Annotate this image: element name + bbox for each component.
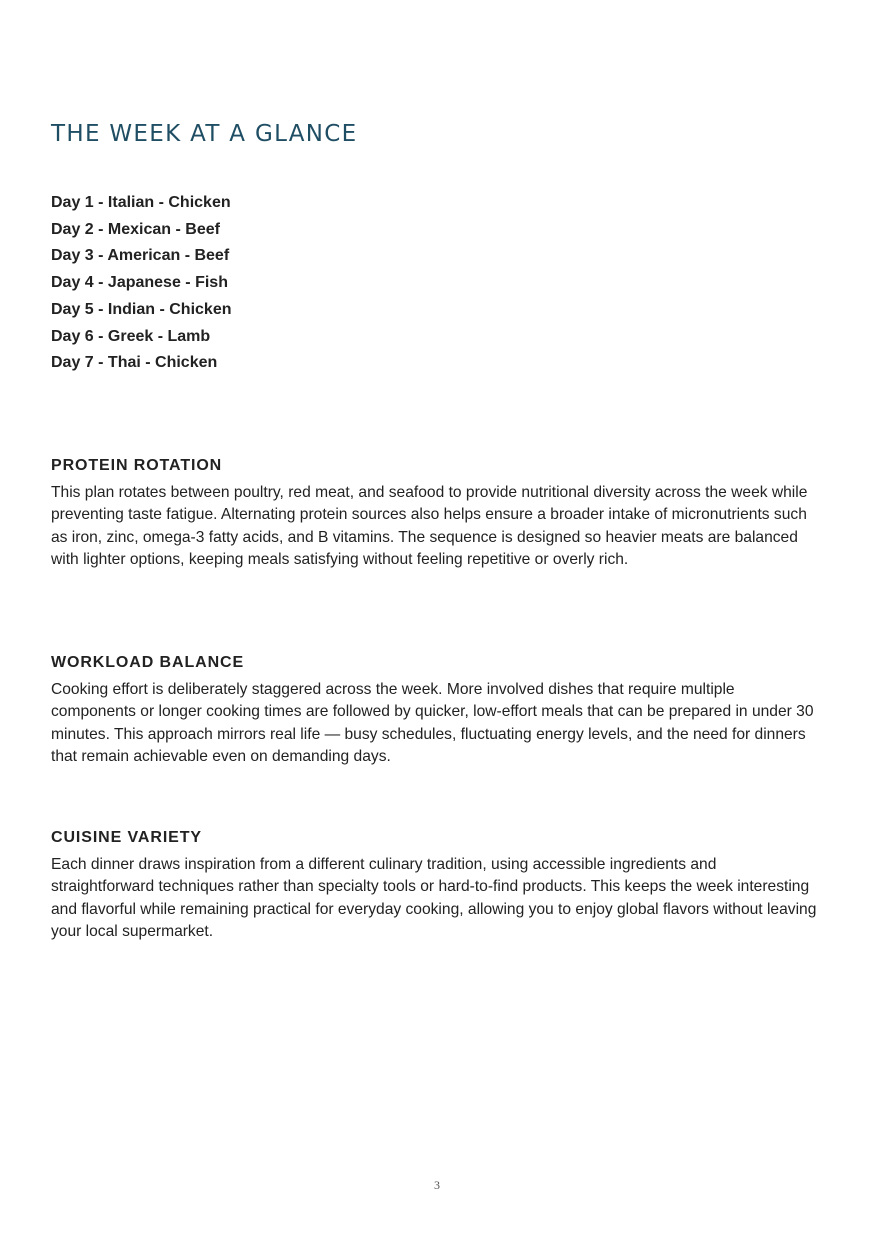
section-heading: WORKLOAD BALANCE	[51, 654, 245, 671]
day-item-2: Day 2 - Mexican - Beef	[51, 220, 220, 238]
page-number: 3	[434, 1178, 440, 1192]
section-body: This plan rotates between poultry, red meat, and seafood to provide nutritional diversity across the week while preventing taste fatigue. Alternating protein sources also helps ensure a broader intake of micronutrients such as iron, zinc, omega-3 fatty acids, and B vitamins. The sequence is designed so heavier meats are balanced with lighter options, keeping meals satisfying without feeling repetitive or overly rich.	[51, 484, 808, 569]
protein-rotation-section	[51, 456, 821, 572]
section-body: Each dinner draws inspiration from a different culinary tradition, using accessible ingredients and straightforward techniques rather than specialty tools or hard-to-find products. This keeps the week interesting and flavorful while remaining practical for everyday cooking, allowing you to enjoy global flavors without leaving your local supermarket.	[51, 856, 817, 941]
day-list	[51, 190, 231, 377]
day-item-3: Day 3 - American - Beef	[51, 247, 230, 265]
day-item-4: Day 4 - Japanese - Fish	[51, 274, 228, 292]
day-item-7: Day 7 - Thai - Chicken	[51, 354, 218, 372]
cuisine-variety-section	[51, 828, 821, 944]
page-title: THE WEEK AT A GLANCE	[51, 121, 358, 147]
workload-balance-section	[51, 653, 821, 769]
section-heading: PROTEIN ROTATION	[51, 457, 223, 474]
day-item-1: Day 1 - Italian - Chicken	[51, 194, 231, 211]
day-item-5: Day 5 - Indian - Chicken	[51, 300, 232, 318]
section-heading: CUISINE VARIETY	[51, 829, 202, 846]
section-body: Cooking effort is deliberately staggered across the week. More involved dishes that require multiple components or longer cooking times are followed by quicker, low-effort meals that can be prepared in under 30 minutes. This approach mirrors real life — busy schedules, fluctuating energy levels, and the need for dinners that remain achievable even on demanding days.	[51, 681, 814, 766]
day-item-6: Day 6 - Greek - Lamb	[51, 327, 211, 345]
